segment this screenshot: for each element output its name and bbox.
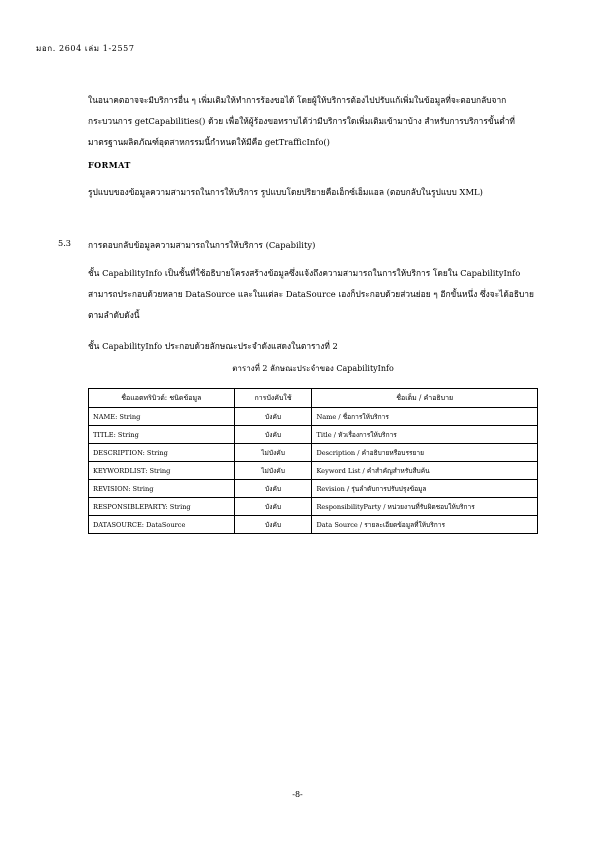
table-cell-description: ResponsibilityParty / หน่วยงานที่รับผิดชอบให้บริการ — [312, 498, 538, 516]
table-cell-description: Keyword List / คำสำคัญสำหรับสืบค้น — [312, 462, 538, 480]
table-row — [89, 462, 538, 480]
format-label: FORMAT — [88, 160, 131, 170]
table-cell-description: Data Source / รายละเอียดข้อมูลที่ให้บริการ — [312, 516, 538, 534]
table-cell-enforcement: บังคับ — [234, 498, 312, 516]
attributes-paragraph: ชั้น CapabilityInfo ประกอบด้วยลักษณะประจำดังแสดงในตารางที่ 2 — [88, 341, 338, 351]
table-cell-attribute: DATASOURCE: DataSource — [89, 516, 235, 534]
standard-header: มอก. 2604 เล่ม 1-2557 — [36, 44, 135, 53]
table-header-attribute: ชื่อแอตทริบิวต์: ชนิดข้อมูล — [89, 389, 235, 408]
table-cell-description: Name / ชื่อการให้บริการ — [312, 408, 538, 426]
table-cell-enforcement: บังคับ — [234, 408, 312, 426]
table-cell-enforcement: บังคับ — [234, 426, 312, 444]
section-number: 5.3 — [58, 238, 72, 248]
table-row — [89, 444, 538, 462]
table-cell-attribute: DESCRIPTION: String — [89, 444, 235, 462]
table-cell-attribute: KEYWORDLIST: String — [89, 462, 235, 480]
table-cell-attribute: TITLE: String — [89, 426, 235, 444]
table-cell-description: Description / คำอธิบายหรือบรรยาย — [312, 444, 538, 462]
table-cell-enforcement: ไม่บังคับ — [234, 444, 312, 462]
table-cell-enforcement: ไม่บังคับ — [234, 462, 312, 480]
table-header-row — [89, 389, 538, 408]
table-row — [89, 516, 538, 534]
table-header-description: ชื่อเต็ม / คำอธิบาย — [312, 389, 538, 408]
table-row — [89, 498, 538, 516]
table-cell-enforcement: บังคับ — [234, 480, 312, 498]
table-header-enforcement: การบังคับใช้ — [234, 389, 312, 408]
table-caption: ตารางที่ 2 ลักษณะประจำของ CapabilityInfo — [232, 364, 394, 373]
table-cell-description: Title / หัวเรื่องการให้บริการ — [312, 426, 538, 444]
table-row — [89, 426, 538, 444]
table-cell-attribute: REVISION: String — [89, 480, 235, 498]
table-cell-enforcement: บังคับ — [234, 516, 312, 534]
format-paragraph: รูปแบบของข้อมูลความสามารถในการให้บริการ รูปแบบโดยปริยายคือเอ็กซ์เอ็มแอล (ตอบกลับในรูปแบบ XML) — [88, 187, 483, 197]
table-row — [89, 480, 538, 498]
intro-paragraph: ในอนาคตอาจจะมีบริการอื่น ๆ เพิ่มเติมให้ทำการร้องขอได้ โดยผู้ให้บริการต้องไปปรับแก้เพิ่มในข้อมูลที่จะตอบกลับจากกระบวนการ getCapabilities() ด้วย เพื่อให้ผู้ร้องขอทราบได้ว่ามีบริการใดเพิ่มเติมเข้ามาบ้าง สำหรับการบริการขั้นต่ำที่มาตรฐานผลิตภัณฑ์อุตสาหกรรมนี้กำหนดให้มีคือ getTrafficInfo() — [88, 95, 515, 147]
table-row — [89, 408, 538, 426]
table-cell-attribute: NAME: String — [89, 408, 235, 426]
capabilityinfo-paragraph: ชั้น CapabilityInfo เป็นชั้นที่ใช้อธิบายโครงสร้างข้อมูลซึ่งแจ้งถึงความสามารถในการให้บริการ โดยใน CapabilityInfo สามารถประกอบด้วยหลาย DataSource และในแต่ละ DataSource เองก็ประกอบด้วยส่วนย่อย ๆ อีกขั้นหนึ่ง ซึ่งจะได้อธิบายตามลำดับดังนี้ — [88, 268, 534, 320]
capabilityinfo-table — [88, 388, 538, 534]
section-title: การตอบกลับข้อมูลความสามารถในการให้บริการ (Capability) — [88, 240, 316, 250]
table-cell-attribute: RESPONSIBLEPARTY: String — [89, 498, 235, 516]
table-cell-description: Revision / รุ่นลำดับการปรับปรุงข้อมูล — [312, 480, 538, 498]
page-number: -8- — [292, 790, 303, 799]
